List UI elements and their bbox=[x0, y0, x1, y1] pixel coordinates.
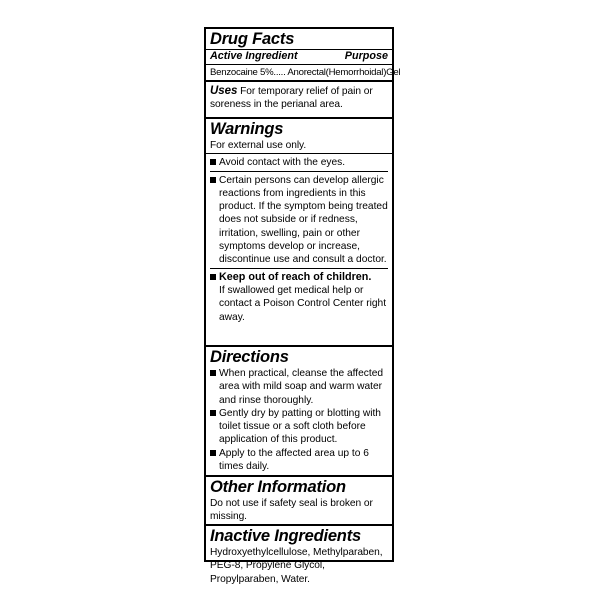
ingredient-line: Benzocaine 5%..... Anorectal(Hemorrhoidal)Gel bbox=[206, 65, 392, 82]
direction-item bbox=[210, 367, 388, 407]
directions-title: Directions bbox=[210, 348, 289, 366]
direction-item-text: When practical, cleanse the affected area with mild soap and warm water and rinse thoroughly. bbox=[219, 368, 384, 406]
warning-item-text: Avoid contact with the eyes. bbox=[219, 157, 346, 169]
warning-item-text: Certain persons can develop allergic reactions from ingredients in this product. If the symptom being treated does not subside or if redness, irritation, swelling, pain or other symptoms develop or increase, discontinue use and consult a doctor. bbox=[219, 174, 388, 266]
other-information-text: Do not use if safety seal is broken or missing. bbox=[210, 498, 373, 523]
direction-item-text: Apply to the affected area up to 6 times daily. bbox=[219, 447, 369, 473]
inactive-ingredients-title: Inactive Ingredients bbox=[210, 527, 361, 545]
directions-section bbox=[206, 347, 392, 477]
drug-facts-title: Drug Facts bbox=[210, 30, 295, 48]
warnings-section bbox=[206, 119, 392, 347]
direction-item-text: Gently dry by patting or blotting with toilet tissue or a soft cloth before application of this product. bbox=[219, 407, 381, 446]
warning-item bbox=[210, 156, 388, 171]
bullet-square-icon bbox=[210, 177, 216, 183]
direction-item bbox=[210, 407, 388, 447]
bullet-square-icon bbox=[210, 274, 216, 280]
uses-block bbox=[210, 85, 388, 112]
purpose-header: Purpose bbox=[344, 50, 388, 62]
bullet-square-icon bbox=[210, 370, 216, 376]
other-information-title: Other Information bbox=[210, 478, 346, 496]
drug-facts-section bbox=[206, 29, 401, 119]
uses-label: Uses bbox=[210, 85, 238, 97]
children-text: If swallowed get medical help or contact a Poison Control Center right away. bbox=[219, 284, 387, 323]
children-heading: Keep out of reach of children. bbox=[219, 270, 372, 283]
warning-item bbox=[210, 174, 388, 269]
active-ingredient-header-row bbox=[206, 49, 392, 65]
uses-text: For temporary relief of pain or soreness in the perianal area. bbox=[210, 86, 373, 111]
other-information-section bbox=[206, 477, 392, 526]
warnings-intro: For external use only. bbox=[206, 139, 392, 154]
active-ingredient-header: Active Ingredient bbox=[210, 50, 298, 62]
warnings-title: Warnings bbox=[210, 120, 284, 138]
inactive-ingredients-text: Hydroxyethylcellulose, Methylparaben, PEG-8, Propylene Glycol, Propylparaben, Water. bbox=[210, 547, 383, 585]
bullet-square-icon bbox=[210, 450, 216, 456]
bullet-square-icon bbox=[210, 410, 216, 416]
direction-item bbox=[210, 447, 388, 474]
children-warning bbox=[210, 271, 388, 324]
bullet-square-icon bbox=[210, 159, 216, 165]
inactive-ingredients-section bbox=[206, 526, 392, 588]
drug-facts-panel bbox=[204, 27, 401, 585]
